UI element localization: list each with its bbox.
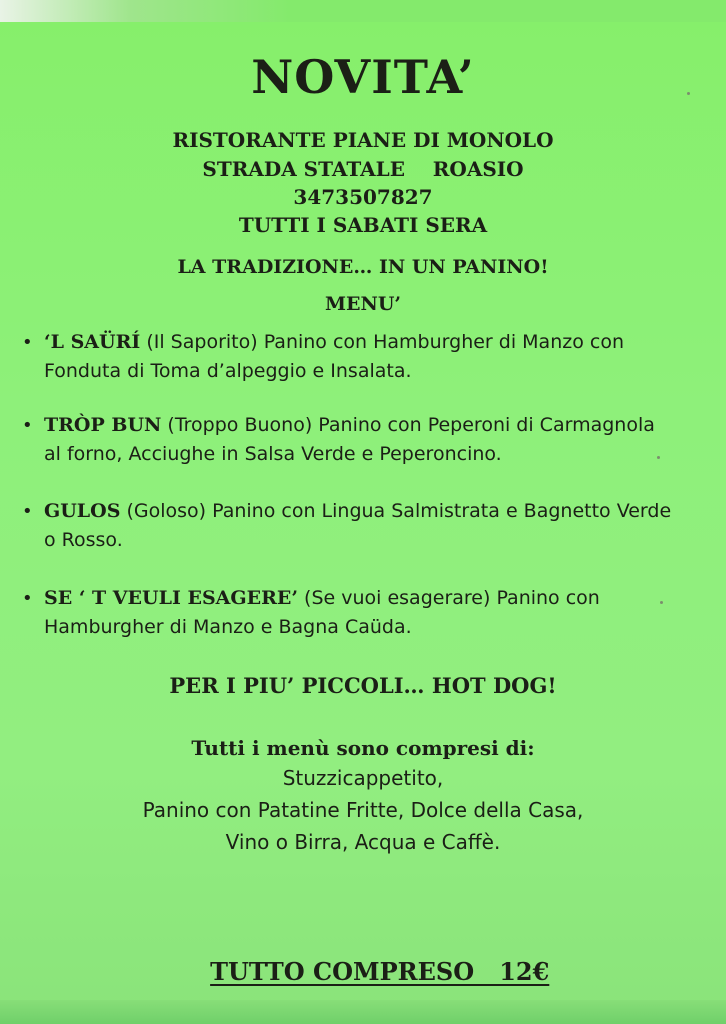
menu-item-name: TRÒP BUN [44,414,162,436]
menu-item-desc-cont: al forno, Acciughe in Salsa Verde e Peperoncino. [44,443,502,465]
included-heading: Tutti i menù sono compresi di: [191,736,535,760]
menu-item-desc-cont: Hamburgher di Manzo e Bagna Caüda. [44,616,412,638]
bullet-icon: • [22,501,33,522]
bottom-edge [0,1000,726,1024]
menu-item-text [44,497,714,555]
restaurant-name: RISTORANTE PIANE DI MONOLO [172,128,554,152]
menu-item-text [44,411,714,469]
included-line: Vino o Birra, Acqua e Caffè. [225,830,501,854]
menu-item-text [44,584,714,642]
paper-speck [660,601,663,604]
menu-item-name: SE ‘ T VEULI ESAGERE’ [44,587,298,609]
menu-item-desc-cont: Fonduta di Toma d’alpeggio e Insalata. [44,360,412,382]
menu-item-desc: (Se vuoi esagerare) Panino con [298,587,600,609]
bullet-icon: • [22,588,33,609]
included-line: Stuzzicappetito, [282,766,444,790]
menu-item-desc: (Il Saporito) Panino con Hamburgher di Manzo con [140,331,624,353]
kids-offer: PER I PIU’ PICCOLI… HOT DOG! [169,673,557,698]
menu-heading: MENU’ [324,293,402,315]
menu-item-desc: (Troppo Buono) Panino con Peperoni di Carmagnola [161,414,655,436]
menu-item-name: GULOS [44,500,121,522]
bullet-icon: • [22,332,33,353]
top-edge [0,0,726,22]
menu-item-name: ‘L SAÜRÍ [44,331,141,353]
tagline: LA TRADIZIONE… IN UN PANINO! [177,256,549,278]
menu-item-desc: (Goloso) Panino con Lingua Salmistrata e Bagnetto Verde [120,500,672,522]
total-price: TUTTO COMPRESO 12€ [210,957,550,986]
included-line: Panino con Patatine Fritte, Dolce della Casa, [142,798,584,822]
menu-item-desc-cont: o Rosso. [44,529,123,551]
schedule: TUTTI I SABATI SERA [238,213,488,237]
menu-item-text [44,328,714,386]
bullet-icon: • [22,415,33,436]
paper-speck [687,92,690,95]
page-title: NOVITA’ [251,50,475,104]
address: STRADA STATALE ROASIO [202,157,524,181]
phone-number: 3473507827 [293,185,433,209]
paper-speck [657,456,660,459]
